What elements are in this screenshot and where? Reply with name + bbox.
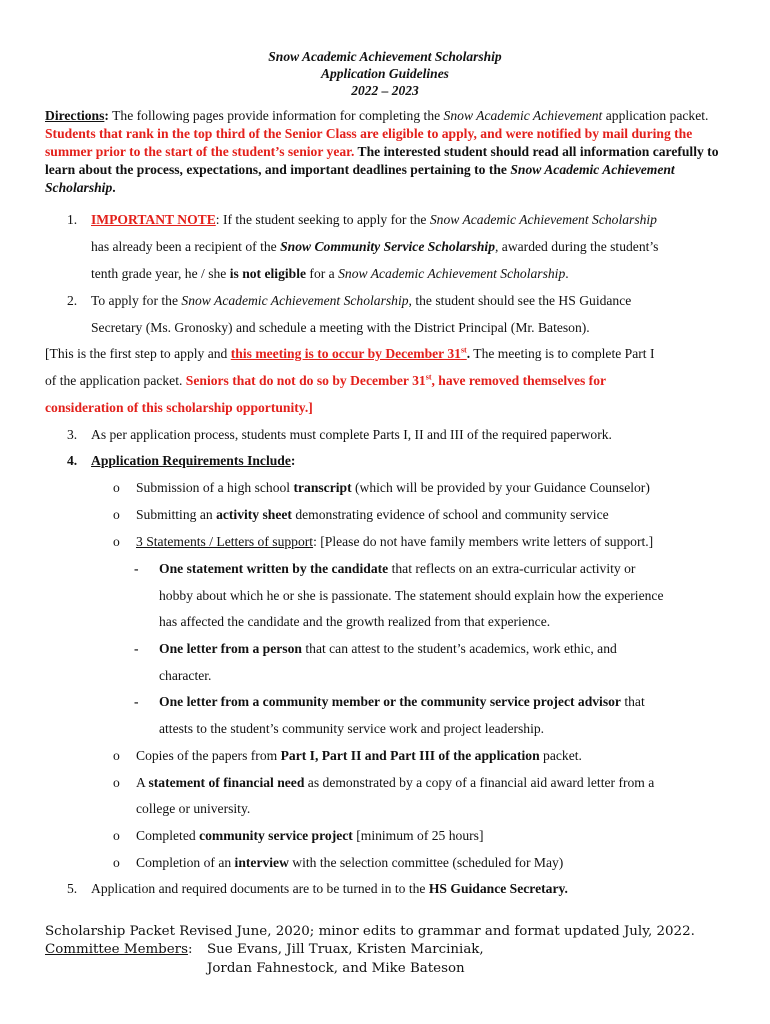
requirement-activity-sheet: Submitting an activity sheet demonstrating evidence of school and community service xyxy=(136,507,609,522)
list-number: 3. xyxy=(67,427,78,442)
note-line2: of the application packet. Seniors that do not do so by December 31st, have removed themselves for xyxy=(45,372,607,388)
requirements-heading: Application Requirements Include: xyxy=(91,453,296,468)
requirement-financial-need-line1: A statement of financial need as demonstrated by a copy of a financial aid award letter from a xyxy=(136,775,655,790)
list-item-1-line3: tenth grade year, he / she is not eligible for a Snow Academic Achievement Scholarship. xyxy=(91,266,569,281)
committee-line1: Committee Members: xyxy=(45,942,193,957)
bullet-icon: o xyxy=(113,775,120,790)
important-note-label: IMPORTANT NOTE xyxy=(91,212,216,227)
bullet-icon: o xyxy=(113,534,120,549)
requirement-service-project: Completed community service project [minimum of 25 hours] xyxy=(136,828,484,843)
directions-label: Directions xyxy=(45,108,105,123)
note-line3: consideration of this scholarship opportunity.] xyxy=(45,400,313,415)
letter-community-line2: attests to the student’s community service work and project leadership. xyxy=(159,721,545,736)
list-number: 1. xyxy=(67,212,78,227)
letter-person-line2: character. xyxy=(159,668,212,683)
requirement-statements: 3 Statements / Letters of support: [Please do not have family members write letters of support.] xyxy=(136,534,654,549)
directions-paragraph: Directions: The following pages provide information for completing the Snow Academic Achievement application packet. Students that rank in the top third of the Senior Class are eligible to apply, and were notified by mail during the summer prior to the start of the student’s senior year. The interested student should read all information carefully to learn about the process, expectations, and important deadlines pertaining to the Snow Academic Achievement Scholarship. xyxy=(45,108,719,195)
letter-community-line1: One letter from a community member or the community service project advisor that xyxy=(159,694,645,709)
doc-subtitle: Application Guidelines xyxy=(321,66,449,81)
doc-title: Snow Academic Achievement Scholarship xyxy=(268,49,502,64)
list-item-2-line1: To apply for the Snow Academic Achievement Scholarship, the student should see the HS Guidance xyxy=(91,293,632,308)
bullet-icon: o xyxy=(113,855,120,870)
committee-label: Committee Members xyxy=(45,942,188,957)
deadline-text: this meeting is to occur by December 31st xyxy=(230,345,467,361)
dash-icon: - xyxy=(134,694,139,709)
dash-icon: - xyxy=(134,641,139,656)
statement-candidate-line1: One statement written by the candidate that reflects on an extra-curricular activity or xyxy=(159,561,636,576)
note-line1: [This is the first step to apply and this meeting is to occur by December 31st. The meeting is to complete Part I xyxy=(45,345,655,361)
eligibility-note: Students that rank in the top third of the Senior Class are eligible to apply, and were notified by mail during the summer prior to the start of the student’s senior year. xyxy=(45,126,693,159)
bullet-icon: o xyxy=(113,480,120,495)
bullet-icon: o xyxy=(113,507,120,522)
requirement-interview: Completion of an interview with the selection committee (scheduled for May) xyxy=(136,855,564,870)
list-number: 5. xyxy=(67,881,78,896)
requirement-transcript: Submission of a high school transcript (which will be provided by your Guidance Counselor) xyxy=(136,480,650,495)
requirement-copies: Copies of the papers from Part I, Part II and Part III of the application packet. xyxy=(136,748,582,763)
statement-candidate-line2: hobby about which he or she is passionate. The statement should explain how the experience xyxy=(159,588,664,603)
committee-members-2: Jordan Fahnestock, and Mike Bateson xyxy=(207,961,465,976)
bullet-icon: o xyxy=(113,748,120,763)
letter-person-line1: One letter from a person that can attest to the student’s academics, work ethic, and xyxy=(159,641,617,656)
dash-icon: - xyxy=(134,561,139,576)
requirement-financial-need-line2: college or university. xyxy=(136,801,251,816)
bullet-icon: o xyxy=(113,828,120,843)
list-item-1-line2: has already been a recipient of the Snow Community Service Scholarship, awarded during the student’s xyxy=(91,239,659,254)
list-item-3: As per application process, students must complete Parts I, II and III of the required paperwork. xyxy=(91,427,612,442)
list-item-5: Application and required documents are to be turned in to the HS Guidance Secretary. xyxy=(91,881,568,896)
revision-note: Scholarship Packet Revised June, 2020; minor edits to grammar and format updated July, 2022. xyxy=(45,924,695,939)
committee-members-1: Sue Evans, Jill Truax, Kristen Marciniak, xyxy=(207,942,484,957)
list-item-1-line1: IMPORTANT NOTE: If the student seeking to apply for the Snow Academic Achievement Scholarship xyxy=(91,212,657,227)
list-number: 2. xyxy=(67,293,78,308)
doc-year: 2022 – 2023 xyxy=(351,83,419,98)
list-number: 4. xyxy=(67,453,78,468)
list-item-2-line2: Secretary (Ms. Gronosky) and schedule a meeting with the District Principal (Mr. Bateson). xyxy=(91,320,590,335)
statement-candidate-line3: has affected the candidate and the growth realized from that experience. xyxy=(159,614,551,629)
